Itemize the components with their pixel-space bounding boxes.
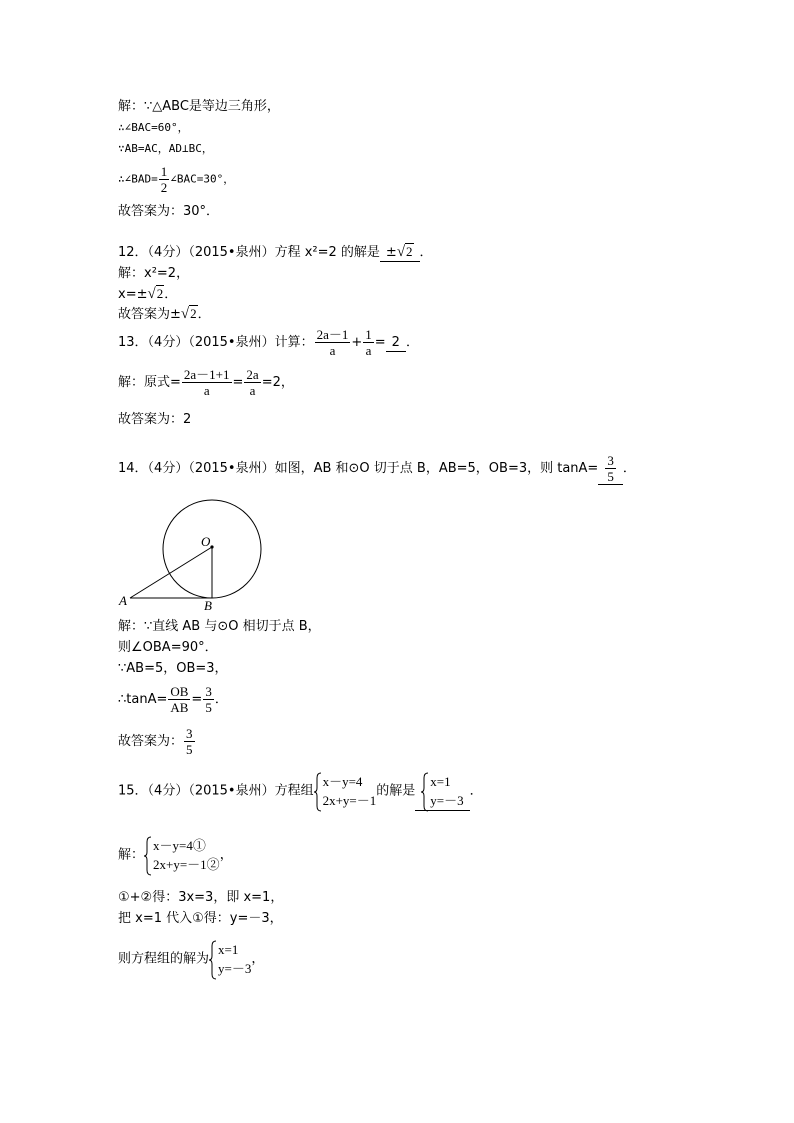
fraction: $\frac{3}{5}$ — [186, 726, 193, 757]
equation-system: x－y=4 2x+y=－1 — [314, 772, 377, 810]
label-b: B — [204, 598, 212, 613]
sol11-line1: 解：∵△ABC是等边三角形， — [118, 99, 280, 114]
sqrt: √2 — [396, 244, 413, 260]
fraction: $\frac{1}{2}$ — [160, 164, 168, 195]
equation-system: x=1 y=－3 — [421, 772, 463, 810]
fraction: $\frac{2a-1}{a}$ — [316, 327, 349, 358]
q15-stem: 15．（4分）（2015•泉州）方程组 x－y=4 2x+y=－1 的解是 x=1 y=－3 ． — [118, 772, 483, 811]
sol11-line5: 故答案为：30°． — [118, 204, 220, 219]
q14-stem: 14．（4分）（2015•泉州）如图，AB 和⊙O 切于点 B，AB=5，OB=3，则 tanA= $\frac{3}{5}$ ． — [118, 453, 636, 484]
q15-sol3: 把 x=1 代入①得：y=－3， — [118, 911, 283, 926]
answer-blank: 2 — [386, 335, 406, 352]
sqrt: √2 — [147, 286, 164, 302]
q14-sol3: ∵AB=5，OB=3， — [118, 661, 228, 676]
left-brace — [421, 772, 429, 812]
left-brace — [209, 940, 217, 980]
segment-ao — [130, 547, 212, 598]
left-brace — [144, 836, 152, 876]
fraction: $\frac{1}{a}$ — [365, 327, 372, 358]
sol11-line2: ∴∠BAC=60°， — [118, 121, 189, 134]
q12-sol1: 解：x²=2， — [118, 266, 190, 281]
q14-sol4: ∴tanA= $\frac{OB}{AB}$ = $\frac{3}{5}$ ． — [118, 684, 228, 715]
q15-sol4: 则方程组的解为 x=1 y=－3 ， — [118, 940, 264, 978]
label-a: A — [119, 593, 127, 608]
fraction: $\frac{2a}{a}$ — [246, 367, 259, 398]
left-brace — [314, 772, 322, 812]
q14-sol2: 则∠OBA=90°． — [118, 640, 218, 655]
fraction: $\frac{OB}{AB}$ — [170, 684, 189, 715]
tangent-circle-figure — [118, 495, 278, 615]
fraction: $\frac{3}{5}$ — [607, 453, 614, 484]
sqrt: √2 — [180, 306, 197, 322]
q13-sol1: 解：原式= $\frac{2a-1+1}{a}$ = $\frac{2a}{a}$ =2， — [118, 367, 294, 398]
q12-stem: 12．（4分）（2015•泉州）方程 x²=2 的解是 ±√2 ． — [118, 244, 433, 260]
fraction: $\frac{2a-1+1}{a}$ — [183, 367, 230, 398]
fraction: $\frac{3}{5}$ — [205, 684, 212, 715]
q15-sol1: 解： x－y=4① 2x+y=－1② ， — [118, 836, 233, 874]
answer-blank — [415, 772, 469, 811]
q14-sol5: 故答案为： $\frac{3}{5}$ — [118, 726, 193, 757]
q12-sol3: 故答案为±√2． — [118, 306, 211, 322]
equation-system: x－y=4① 2x+y=－1② — [144, 836, 220, 874]
sol11-line4: ∴∠BAD= $\frac{1}{2}$ ∠BAC=30°， — [118, 164, 235, 195]
q14-sol1: 解：∵直线 AB 与⊙O 相切于点 B， — [118, 619, 321, 634]
answer-blank: ±√2 — [380, 244, 420, 262]
equation-system: x=1 y=－3 — [209, 940, 251, 978]
q12-sol2: x=±√2． — [118, 286, 178, 302]
center-point — [210, 545, 213, 548]
sol11-line3: ∵AB=AC，AD⊥BC， — [118, 142, 213, 155]
q13-stem: 13．（4分）（2015•泉州）计算： $\frac{2a-1}{a}$ + $\frac{1}{a}$ = 2 ． — [118, 327, 419, 358]
q15-sol2: ①+②得：3x=3，即 x=1， — [118, 890, 284, 905]
q13-sol2: 故答案为：2 — [118, 412, 192, 427]
answer-blank — [598, 453, 623, 485]
label-o: O — [201, 534, 211, 549]
